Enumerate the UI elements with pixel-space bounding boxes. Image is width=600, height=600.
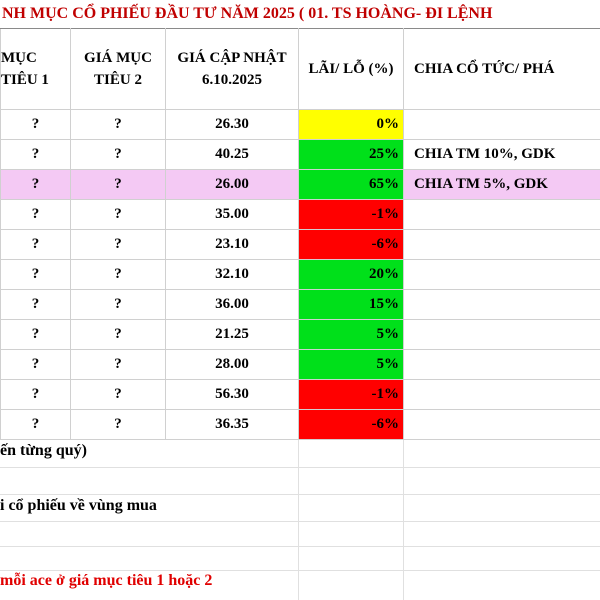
- table-row[interactable]: [1, 350, 600, 380]
- table-row[interactable]: [1, 140, 600, 170]
- cell-pnl[interactable]: 0%: [299, 110, 404, 140]
- cell-pnl[interactable]: -6%: [299, 230, 404, 260]
- stock-table[interactable]: [0, 28, 600, 440]
- cell-pnl[interactable]: 15%: [299, 290, 404, 320]
- cell-target1[interactable]: ?: [1, 260, 71, 290]
- cell-dividend[interactable]: CHIA TM 10%, GDK: [404, 140, 600, 170]
- cell-target1[interactable]: ?: [1, 380, 71, 410]
- cell-pnl[interactable]: 65%: [299, 170, 404, 200]
- cell-target1[interactable]: ?: [1, 110, 71, 140]
- grid-line: [0, 521, 600, 522]
- cell-target1[interactable]: ?: [1, 140, 71, 170]
- cell-pnl[interactable]: -1%: [299, 380, 404, 410]
- grid-line: [0, 467, 600, 468]
- cell-updated-price[interactable]: 40.25: [166, 140, 299, 170]
- table-row[interactable]: [1, 200, 600, 230]
- cell-dividend[interactable]: [404, 230, 600, 260]
- header-target2[interactable]: GIÁ MỤC TIÊU 2: [71, 29, 166, 110]
- cell-target1[interactable]: ?: [1, 350, 71, 380]
- cell-target1[interactable]: ?: [1, 290, 71, 320]
- cell-updated-price[interactable]: 26.00: [166, 170, 299, 200]
- cell-target2[interactable]: ?: [71, 260, 166, 290]
- cell-dividend[interactable]: [404, 200, 600, 230]
- cell-updated-price[interactable]: 32.10: [166, 260, 299, 290]
- cell-dividend[interactable]: [404, 110, 600, 140]
- cell-target2[interactable]: ?: [71, 410, 166, 440]
- cell-target2[interactable]: ?: [71, 380, 166, 410]
- header-row: [1, 29, 600, 110]
- cell-target2[interactable]: ?: [71, 140, 166, 170]
- grid-line: [0, 570, 600, 571]
- table-row[interactable]: [1, 320, 600, 350]
- grid-line: [0, 494, 600, 495]
- cell-dividend[interactable]: CHIA TM 5%, GDK: [404, 170, 600, 200]
- grid-line: [403, 440, 404, 600]
- cell-updated-price[interactable]: 28.00: [166, 350, 299, 380]
- table-row[interactable]: [1, 290, 600, 320]
- cell-dividend[interactable]: [404, 260, 600, 290]
- cell-updated-price[interactable]: 21.25: [166, 320, 299, 350]
- note-target-price[interactable]: mỗi ace ở giá mục tiêu 1 hoặc 2: [0, 572, 213, 589]
- cell-pnl[interactable]: -6%: [299, 410, 404, 440]
- cell-pnl[interactable]: 5%: [299, 320, 404, 350]
- table-row[interactable]: [1, 260, 600, 290]
- cell-updated-price[interactable]: 26.30: [166, 110, 299, 140]
- cell-dividend[interactable]: [404, 410, 600, 440]
- header-pnl[interactable]: LÃI/ LỖ (%): [299, 29, 404, 110]
- cell-updated-price[interactable]: 56.30: [166, 380, 299, 410]
- cell-target1[interactable]: ?: [1, 230, 71, 260]
- cell-updated-price[interactable]: 36.35: [166, 410, 299, 440]
- cell-pnl[interactable]: 25%: [299, 140, 404, 170]
- cell-target1[interactable]: ?: [1, 200, 71, 230]
- cell-pnl[interactable]: 5%: [299, 350, 404, 380]
- cell-target2[interactable]: ?: [71, 230, 166, 260]
- cell-target1[interactable]: ?: [1, 320, 71, 350]
- header-dividend[interactable]: CHIA CỔ TỨC/ PHÁ: [404, 29, 600, 110]
- table-row[interactable]: [1, 380, 600, 410]
- header-target1[interactable]: MỤC TIÊU 1: [1, 29, 71, 110]
- cell-dividend[interactable]: [404, 320, 600, 350]
- cell-target2[interactable]: ?: [71, 170, 166, 200]
- cell-updated-price[interactable]: 35.00: [166, 200, 299, 230]
- grid-line: [0, 546, 600, 547]
- cell-dividend[interactable]: [404, 290, 600, 320]
- cell-target2[interactable]: ?: [71, 110, 166, 140]
- cell-target2[interactable]: ?: [71, 290, 166, 320]
- cell-dividend[interactable]: [404, 380, 600, 410]
- cell-target1[interactable]: ?: [1, 170, 71, 200]
- cell-pnl[interactable]: 20%: [299, 260, 404, 290]
- cell-pnl[interactable]: -1%: [299, 200, 404, 230]
- cell-target2[interactable]: ?: [71, 320, 166, 350]
- table-row[interactable]: [1, 410, 600, 440]
- table-row[interactable]: [1, 230, 600, 260]
- grid-line: [298, 440, 299, 600]
- table-row[interactable]: [1, 170, 600, 200]
- cell-updated-price[interactable]: 36.00: [166, 290, 299, 320]
- cell-target2[interactable]: ?: [71, 200, 166, 230]
- note-quarterly[interactable]: ến từng quý): [0, 442, 87, 459]
- spreadsheet-grid[interactable]: [0, 28, 600, 440]
- cell-updated-price[interactable]: 23.10: [166, 230, 299, 260]
- note-buy-zone[interactable]: i cổ phiếu về vùng mua: [0, 497, 157, 514]
- cell-target2[interactable]: ?: [71, 350, 166, 380]
- table-row[interactable]: [1, 110, 600, 140]
- header-updated-price[interactable]: GIÁ CẬP NHẬT 6.10.2025: [166, 29, 299, 110]
- cell-dividend[interactable]: [404, 350, 600, 380]
- sheet-title[interactable]: NH MỤC CỔ PHIẾU ĐẦU TƯ NĂM 2025 ( 01. TS HOÀNG- ĐI LỆNH: [2, 5, 493, 22]
- cell-target1[interactable]: ?: [1, 410, 71, 440]
